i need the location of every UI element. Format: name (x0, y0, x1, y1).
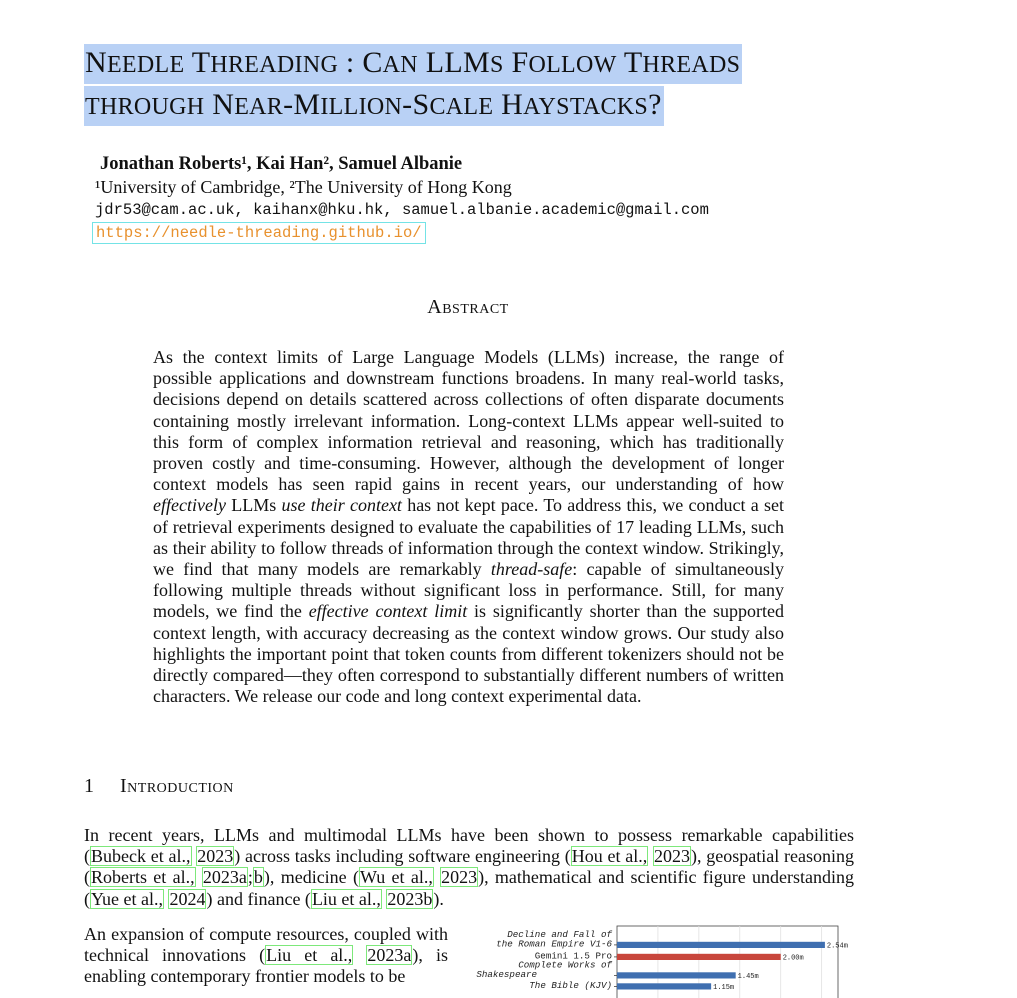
context-length-chart (476, 923, 848, 993)
text-run: ), mathematical and scientific figure understanding ( (84, 867, 855, 909)
category-label: The Bible (KJV) (529, 980, 612, 991)
text-run: : capable of simultaneously following multiple threads without significant loss in performance. Still, for many models, we find the (153, 559, 784, 622)
citation-link[interactable]: b (253, 867, 263, 888)
emphasis: thread-safe (490, 559, 573, 580)
bar (617, 983, 711, 989)
title-word (511, 46, 616, 79)
text-run: ). (433, 888, 444, 909)
title-word-cap: : C (345, 46, 383, 79)
title-word-cap: -M (283, 88, 321, 121)
title-line-2 (84, 86, 664, 126)
intro-paragraph-1 (84, 825, 854, 910)
title-word-rest: EEDLE (106, 52, 185, 78)
title-line-1 (84, 44, 742, 84)
citation-link[interactable]: 2023b (387, 888, 433, 909)
citation-link[interactable]: 2024 (169, 888, 206, 909)
affiliations: ¹University of Cambridge, ²The University of Hong Kong (95, 177, 512, 197)
emphasis: effective context limit (308, 601, 468, 622)
title-word (624, 46, 740, 79)
abstract-heading: Abstract (427, 296, 509, 318)
title-word-cap: N (212, 88, 235, 121)
title-word (212, 88, 283, 121)
title-word (402, 88, 493, 121)
value-label: 1.15m (713, 984, 735, 992)
citation-link[interactable]: Liu et al., (266, 945, 353, 966)
citation-link[interactable]: 2023a (367, 945, 412, 966)
project-url-link[interactable]: https://needle-threading.github.io/ (92, 222, 426, 244)
text-run: ), geospatial reasoning ( (84, 846, 855, 888)
category-label: Complete Works of Shakespeare (476, 959, 612, 980)
title-word-rest: AYSTACKS (523, 94, 649, 120)
title-word-rest: HREADING (210, 52, 339, 78)
author-list: Jonathan Roberts¹, Kai Han², Samuel Albanie (100, 154, 463, 174)
bar-chart (476, 923, 848, 998)
text-run: ), is enabling contemporary frontier models to be (84, 945, 448, 987)
section-heading-introduction (84, 775, 234, 798)
title-word (85, 46, 184, 79)
emphasis: effectively (153, 495, 226, 516)
citation-link[interactable]: Hou et al., (571, 846, 648, 867)
title-word-cap: F (511, 46, 529, 79)
text-run: As the context limits of Large Language Models (LLMs) increase, the range of possible applications and downstream functions broadens. In many real-world tasks, decisions depend on details scattered across collections of often disparate documents containing mostly irrelevant information. Long-context LLMs appear well-suited to this form of complex information retrieval and reasoning, which has traditionally proven costly and time-consuming. However, although the development of longer context models has seen rapid gains in recent years, our understanding of how (153, 347, 784, 495)
emphasis: use their context (281, 495, 402, 516)
title-word-rest: AN (382, 52, 418, 78)
title-word (283, 88, 402, 121)
text-run (353, 945, 366, 965)
text-run: ), medicine ( (263, 867, 359, 888)
value-label: 2.00m (782, 954, 804, 963)
text-run (196, 867, 202, 887)
text-run: is significantly shorter than the supported context length, with accuracy decreasing as the context window grows. Our study also highlights the important point that token counts from different tokenizers should not be directly compared—they often correspond to substantially different numbers of written characters. We release our code and long context experimental data. (153, 601, 784, 707)
category-label: Decline and Fall of the Roman Empire V1-6 (496, 929, 612, 950)
title-word-rest: CALE (429, 94, 494, 120)
citation-link[interactable]: Liu et al., (311, 888, 381, 909)
title-word-cap: LLM (425, 46, 490, 79)
title-word-rest: ILLION (320, 94, 403, 120)
text-run: ; (247, 867, 253, 888)
citation-link[interactable]: Roberts et al., (91, 867, 195, 888)
title-word (192, 46, 338, 79)
title-word-rest: THROUGH (85, 94, 205, 120)
title-word (85, 88, 204, 121)
title-word-cap: ? (648, 88, 662, 121)
text-run: An expansion of compute resources, coupled with technical innovations ( (84, 924, 448, 966)
title-word (501, 88, 648, 121)
paper-title (84, 44, 742, 128)
title-word-rest: OLLOW (528, 52, 617, 78)
section-title: Introduction (120, 775, 234, 797)
title-word (346, 46, 418, 79)
section-number: 1 (84, 775, 95, 797)
category-label: Gemini 1.5 Pro (534, 950, 612, 962)
citation-link[interactable]: 2023 (654, 846, 691, 867)
abstract-body (153, 347, 784, 707)
title-word-cap: N (85, 46, 107, 79)
title-word-rest: EAR (234, 94, 284, 120)
title-word-cap: T (623, 46, 643, 79)
author-emails: jdr53@cam.ac.uk, kaihanx@hku.hk, samuel.albanie.academic@gmail.com (95, 201, 709, 219)
text-run: has not kept pace. To address this, we conduct a set of retrieval experiments designed to evaluate the capabilities of 17 leading LLMs, such as their ability to follow threads of information through the context window. Strikingly, we find that many models are remarkably (153, 495, 785, 580)
text-run: ) across tasks including software engineering ( (234, 846, 571, 867)
title-word (426, 46, 504, 79)
title-word-cap: -S (402, 88, 430, 121)
citation-link[interactable]: Bubeck et al., (91, 846, 191, 867)
value-label: 2.54m (826, 942, 848, 951)
citation-link[interactable]: Wu et al., (359, 867, 433, 888)
title-word-rest: S (489, 52, 504, 78)
citation-link[interactable]: Yue et al., (91, 888, 163, 909)
title-word (648, 88, 662, 121)
title-word-rest: HREADS (642, 52, 741, 78)
bar (617, 972, 736, 978)
citation-link[interactable]: 2023 (441, 867, 478, 888)
title-word-cap: T (191, 46, 211, 79)
citation-link[interactable]: 2023 (197, 846, 234, 867)
text-run: In recent years, LLMs and multimodal LLMs have been shown to possess remarkable capabilities ( (84, 825, 854, 867)
intro-paragraph-2 (84, 924, 448, 988)
text-run: LLMs (225, 495, 282, 516)
bar (617, 942, 825, 948)
citation-link[interactable]: 2023a (202, 867, 247, 888)
title-word-cap: H (501, 88, 524, 121)
bar (617, 954, 781, 960)
value-label: 1.45m (737, 973, 759, 981)
text-run: ) and finance ( (206, 888, 311, 909)
